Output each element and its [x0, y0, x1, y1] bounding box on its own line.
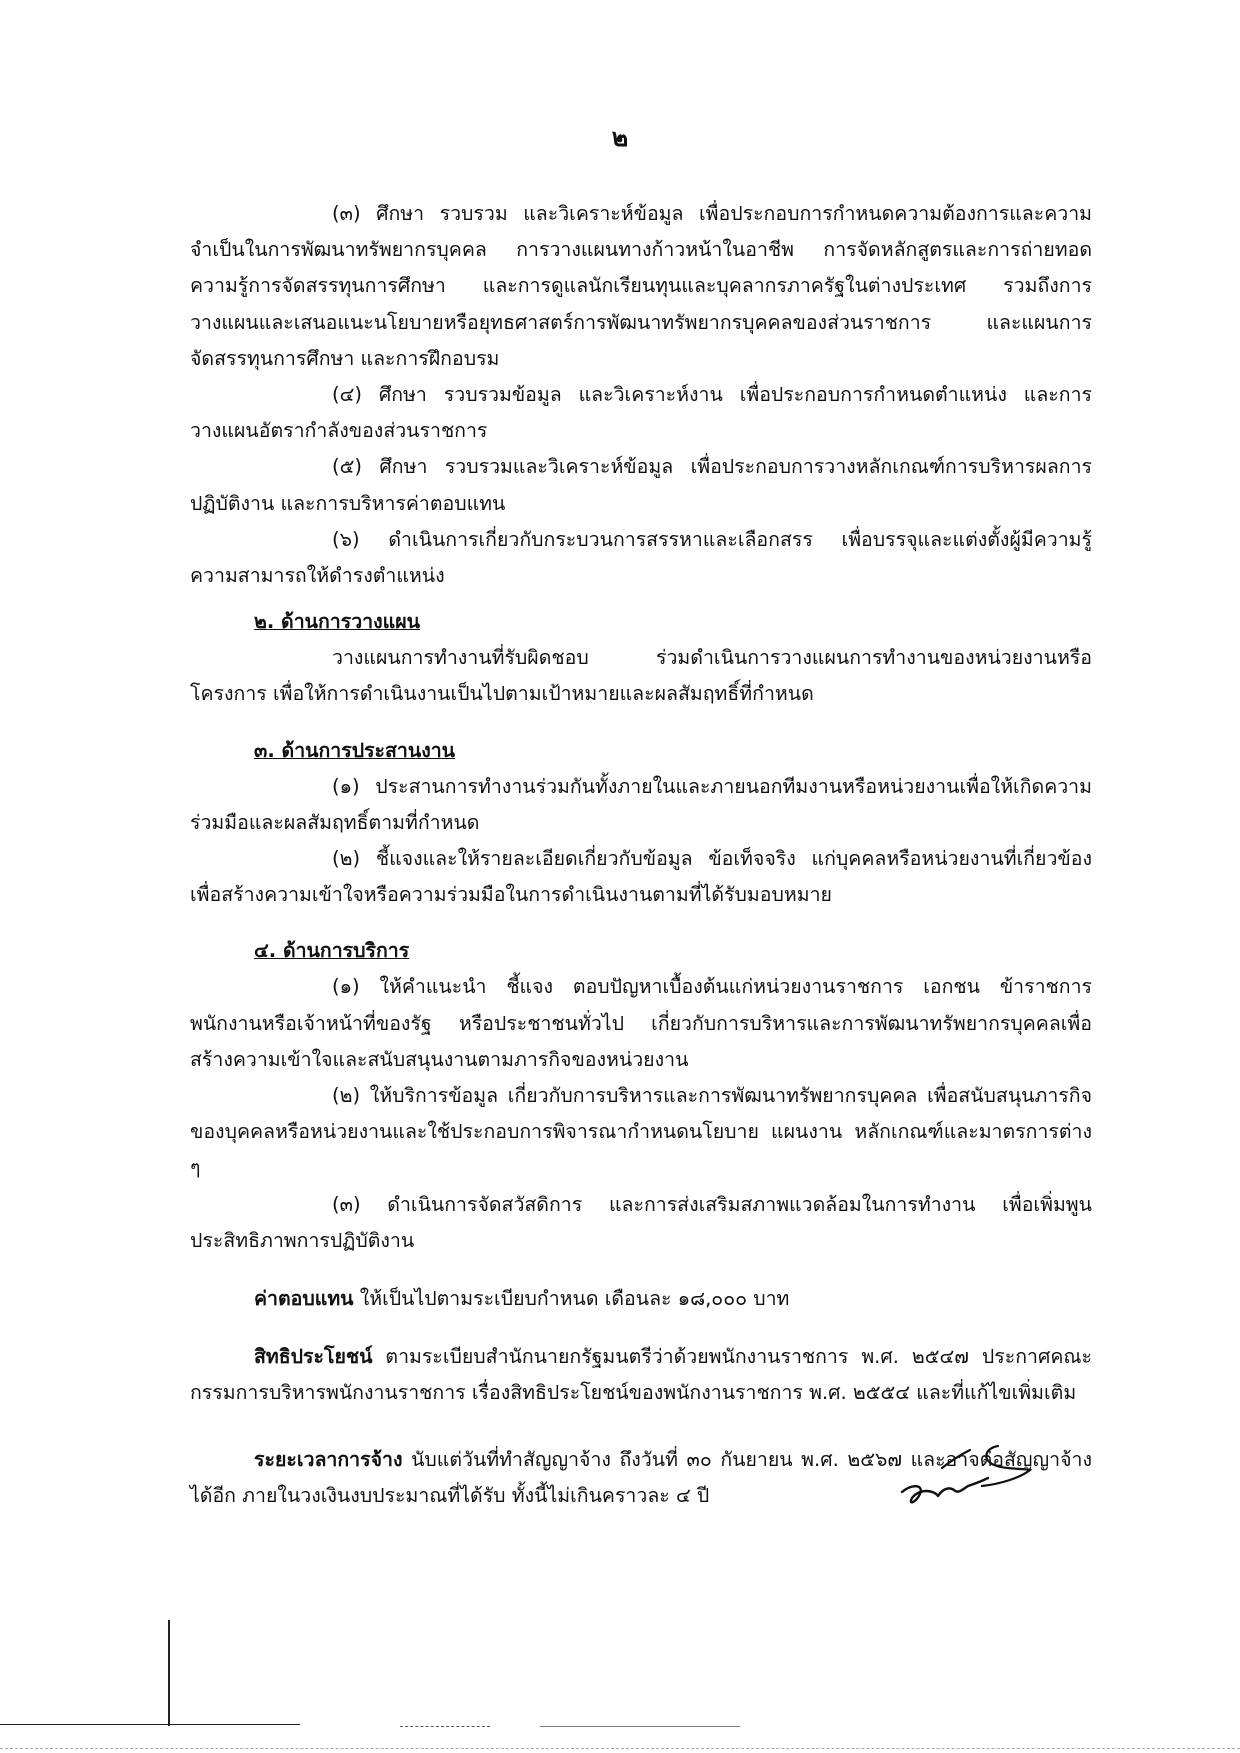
duty-item-6: (๖) ดำเนินการเกี่ยวกับกระบวนการสรรหาและเลือกสรร เพื่อบรรจุและแต่งตั้งผู้มีความรู้ความสามารถให้ดำรงตำแหน่ง: [190, 527, 1092, 588]
compensation-label: ค่าตอบแทน: [254, 1287, 354, 1311]
duty-item-3: (๓) ศึกษา รวบรวม และวิเคราะห์ข้อมูล เพื่อประกอบการกำหนดความต้องการและความจำเป็นในการพัฒนาทรัพยากรบุคคล การวางแผนทางก้าวหน้าในอาชีพ การจัดหลักสูตรและการถ่ายทอดความรู้การจัดสรรทุนการศึกษา และการดูแลนักเรียนทุนและบุคลากรภาครัฐในต่างประเทศ รวมถึงการวางแผนและเสนอแนะนโยบายหรือยุทธศาสตร์การพัฒนาทรัพยากรบุคคลของส่วนราชการ และแผนการจัดสรรทุนการศึกษา และการฝึกอบรม: [190, 202, 1092, 370]
scan-noise-line: [400, 1726, 490, 1728]
section-heading-planning: ๒. ด้านการวางแผน: [254, 610, 420, 634]
signature-mark: [890, 1440, 1040, 1520]
scan-noise-line: [540, 1726, 740, 1727]
coordination-item-2: (๒) ชี้แจงและให้รายละเอียดเกี่ยวกับข้อมูล ข้อเท็จจริง แก่บุคคลหรือหน่วยงานที่เกี่ยวข้องเพื่อสร้างความเข้าใจหรือความร่วมมือในการดำเนินงานตามที่ได้รับมอบหมาย: [190, 847, 1092, 907]
service-item-1: (๑) ให้คำแนะนำ ชี้แจง ตอบปัญหาเบื้องต้นแก่หน่วยงานราชการ เอกชน ข้าราชการพนักงานหรือเจ้าหน้าที่ของรัฐ หรือประชาชนทั่วไป เกี่ยวกับการบริหารและการพัฒนาทรัพยากรบุคคลเพื่อสร้างความเข้าใจและสนับสนุนงานตามภารกิจของหน่วยงาน: [190, 975, 1092, 1071]
planning-body: วางแผนการทำงานที่รับผิดชอบ ร่วมดำเนินการวางแผนการทำงานของหน่วยงานหรือโครงการ เพื่อให้การดำเนินงานเป็นไปตามเป้าหมายและผลสัมฤทธิ์ที่กำหนด: [190, 646, 1092, 706]
section-heading-service: ๔. ด้านการบริการ: [254, 939, 410, 963]
duty-item-4: (๔) ศึกษา รวบรวมข้อมูล และวิเคราะห์งาน เพื่อประกอบการกำหนดตำแหน่ง และการวางแผนอัตรากำลังของส่วนราชการ: [190, 383, 1092, 443]
compensation-text: ให้เป็นไปตามระเบียบกำหนด เดือนละ ๑๘,๐๐๐ บาท: [353, 1287, 790, 1311]
coordination-item-1: (๑) ประสานการทำงานร่วมกันทั้งภายในและภายนอกทีมงานหรือหน่วยงานเพื่อให้เกิดความร่วมมือและผลสัมฤทธิ์ตามที่กำหนด: [190, 774, 1092, 834]
benefits-text: ตามระเบียบสำนักนายกรัฐมนตรีว่าด้วยพนักงานราชการ พ.ศ. ๒๕๔๗ ประกาศคณะกรรมการบริหารพนักงานราชการ เรื่องสิทธิประโยชน์ของพนักงานราชการ พ.ศ. ๒๕๕๔ และที่แก้ไขเพิ่มเติม: [190, 1345, 1092, 1405]
page-number: ๒: [611, 123, 629, 152]
duty-item-5: (๕) ศึกษา รวบรวมและวิเคราะห์ข้อมูล เพื่อประกอบการวางหลักเกณฑ์การบริหารผลการปฏิบัติงาน และการบริหารค่าตอบแทน: [190, 455, 1092, 515]
section-heading-coordination: ๓. ด้านการประสานงาน: [254, 738, 456, 762]
benefits-label: สิทธิประโยชน์: [254, 1345, 373, 1369]
document-body: [190, 196, 1092, 1514]
compensation-paragraph: [190, 1281, 1092, 1317]
scan-edge-vertical: [168, 1620, 170, 1726]
benefits-paragraph: [190, 1339, 1092, 1411]
employment-period-label: ระยะเวลาการจ้าง: [254, 1447, 403, 1471]
employment-period-text: นับแต่วันที่ทำสัญญาจ้าง ถึงวันที่ ๓๐ กันยายน พ.ศ. ๒๕๖๗ และอาจต่อสัญญาจ้างได้อีก ภายในวงเงินงบประมาณที่ได้รับ ทั้งนี้ไม่เกินคราวละ ๔ ปี: [190, 1447, 1092, 1507]
service-item-3: (๓) ดำเนินการจัดสวัสดิการ และการส่งเสริมสภาพแวดล้อมในการทำงาน เพื่อเพิ่มพูนประสิทธิภาพการปฏิบัติงาน: [190, 1192, 1092, 1252]
scan-edge-horizontal: [0, 1724, 300, 1725]
service-item-2: (๒) ให้บริการข้อมูล เกี่ยวกับการบริหารและการพัฒนาทรัพยากรบุคคล เพื่อสนับสนุนภารกิจของบุคคลหรือหน่วยงานและใช้ประกอบการพิจารณากำหนดนโยบาย แผนงาน หลักเกณฑ์และมาตรการต่าง ๆ: [190, 1084, 1092, 1180]
scan-noise-line: [0, 1748, 1240, 1750]
